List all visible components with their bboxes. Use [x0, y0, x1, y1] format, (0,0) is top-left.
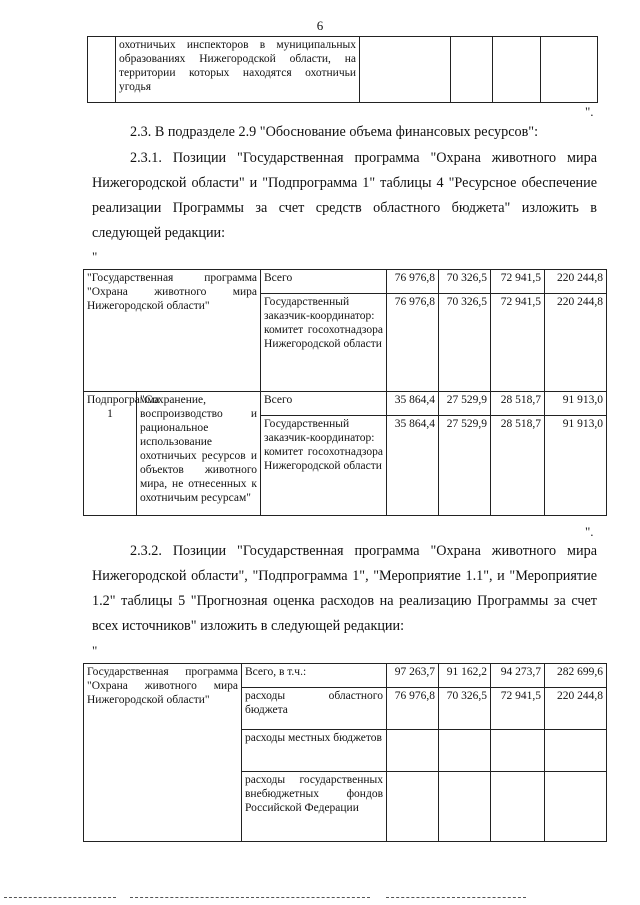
total-label: Всего [261, 392, 387, 416]
program-name-cell: "Государственная программа "Охрана животного мира Нижегородской области" [84, 270, 261, 392]
row-label: расходы местных бюджетов [242, 730, 387, 772]
total-label: Всего [261, 270, 387, 294]
value-cell [545, 772, 607, 842]
empty-cell [541, 37, 598, 103]
empty-cell [360, 37, 451, 103]
value-cell: 91 913,0 [545, 392, 607, 416]
value-cell: 97 263,7 [387, 664, 439, 688]
scan-edge-line [4, 897, 116, 898]
value-cell [387, 730, 439, 772]
value-cell: 76 976,8 [387, 294, 439, 392]
value-cell: 35 864,4 [387, 416, 439, 516]
value-cell: 282 699,6 [545, 664, 607, 688]
value-cell: 76 976,8 [387, 688, 439, 730]
value-cell [491, 730, 545, 772]
value-cell [387, 772, 439, 842]
subprogram-name: "Сохранение, воспроизводство и рациональное использование охотничьих ресурсов и объектов животного мира, не отнесенных к охотничьим ресурсам" [137, 392, 261, 516]
value-cell: 70 326,5 [439, 688, 491, 730]
value-cell: 28 518,7 [491, 416, 545, 516]
value-cell: 220 244,8 [545, 270, 607, 294]
opening-quote: " [92, 643, 98, 658]
value-cell [491, 772, 545, 842]
continuation-text: охотничьих инспекторов в муниципальных образованиях Нижегородской области, на территории которых находятся охотничьи угодья [116, 37, 360, 103]
opening-quote: " [92, 249, 98, 264]
continuation-table [87, 36, 598, 103]
value-cell: 91 162,2 [439, 664, 491, 688]
value-cell: 220 244,8 [545, 294, 607, 392]
value-cell [545, 730, 607, 772]
value-cell [439, 730, 491, 772]
page-number: 6 [316, 18, 324, 33]
row-label: Всего, в т.ч.: [242, 664, 387, 688]
customer-label: Государственный заказчик-координатор: комитет госохотнадзора Нижегородской области [261, 294, 387, 392]
value-cell: 91 913,0 [545, 416, 607, 516]
value-cell: 70 326,5 [439, 270, 491, 294]
empty-cell [88, 37, 116, 103]
subprogram-label: Подпрограмма 1 [84, 392, 137, 516]
value-cell: 72 941,5 [491, 294, 545, 392]
empty-cell [493, 37, 541, 103]
paragraph-2-3-2: 2.3.2. Позиции "Государственная программа "Охрана животного мира Нижегородской области", "Подпрограмма 1", "Мероприятие 1.1", и "Мероприятие 1.2" таблицы 5 "Прогнозная оценка расходов на реализацию Программы за счет всех источников" изложить в следующей редакции: [92, 543, 597, 634]
closing-quote: ". [585, 104, 594, 119]
paragraph-2-3: 2.3. В подразделе 2.9 "Обоснование объема финансовых ресурсов": [130, 124, 539, 140]
resource-table [83, 269, 607, 516]
value-cell: 72 941,5 [491, 270, 545, 294]
value-cell: 70 326,5 [439, 294, 491, 392]
paragraph-2-3-1: 2.3.1. Позиции "Государственная программа "Охрана животного мира Нижегородской области" и "Подпрограмма 1" таблицы 4 "Ресурсное обеспечение реализации Программы за счет средств областного бюджета" изложить в следующей редакции: [92, 150, 597, 241]
value-cell: 220 244,8 [545, 688, 607, 730]
program-name-cell: Государственная программа "Охрана животного мира Нижегородской области" [84, 664, 242, 842]
closing-quote: ". [585, 524, 594, 539]
value-cell [439, 772, 491, 842]
customer-label: Государственный заказчик-координатор: комитет госохотнадзора Нижегородской области [261, 416, 387, 516]
value-cell: 28 518,7 [491, 392, 545, 416]
forecast-table [83, 663, 607, 842]
row-label: расходы государственных внебюджетных фондов Российской Федерации [242, 772, 387, 842]
value-cell: 76 976,8 [387, 270, 439, 294]
value-cell: 27 529,9 [439, 416, 491, 516]
scan-edge-line [386, 897, 526, 898]
scan-edge-line [130, 897, 370, 898]
row-label: расходы областного бюджета [242, 688, 387, 730]
value-cell: 35 864,4 [387, 392, 439, 416]
value-cell: 27 529,9 [439, 392, 491, 416]
value-cell: 72 941,5 [491, 688, 545, 730]
empty-cell [451, 37, 493, 103]
value-cell: 94 273,7 [491, 664, 545, 688]
